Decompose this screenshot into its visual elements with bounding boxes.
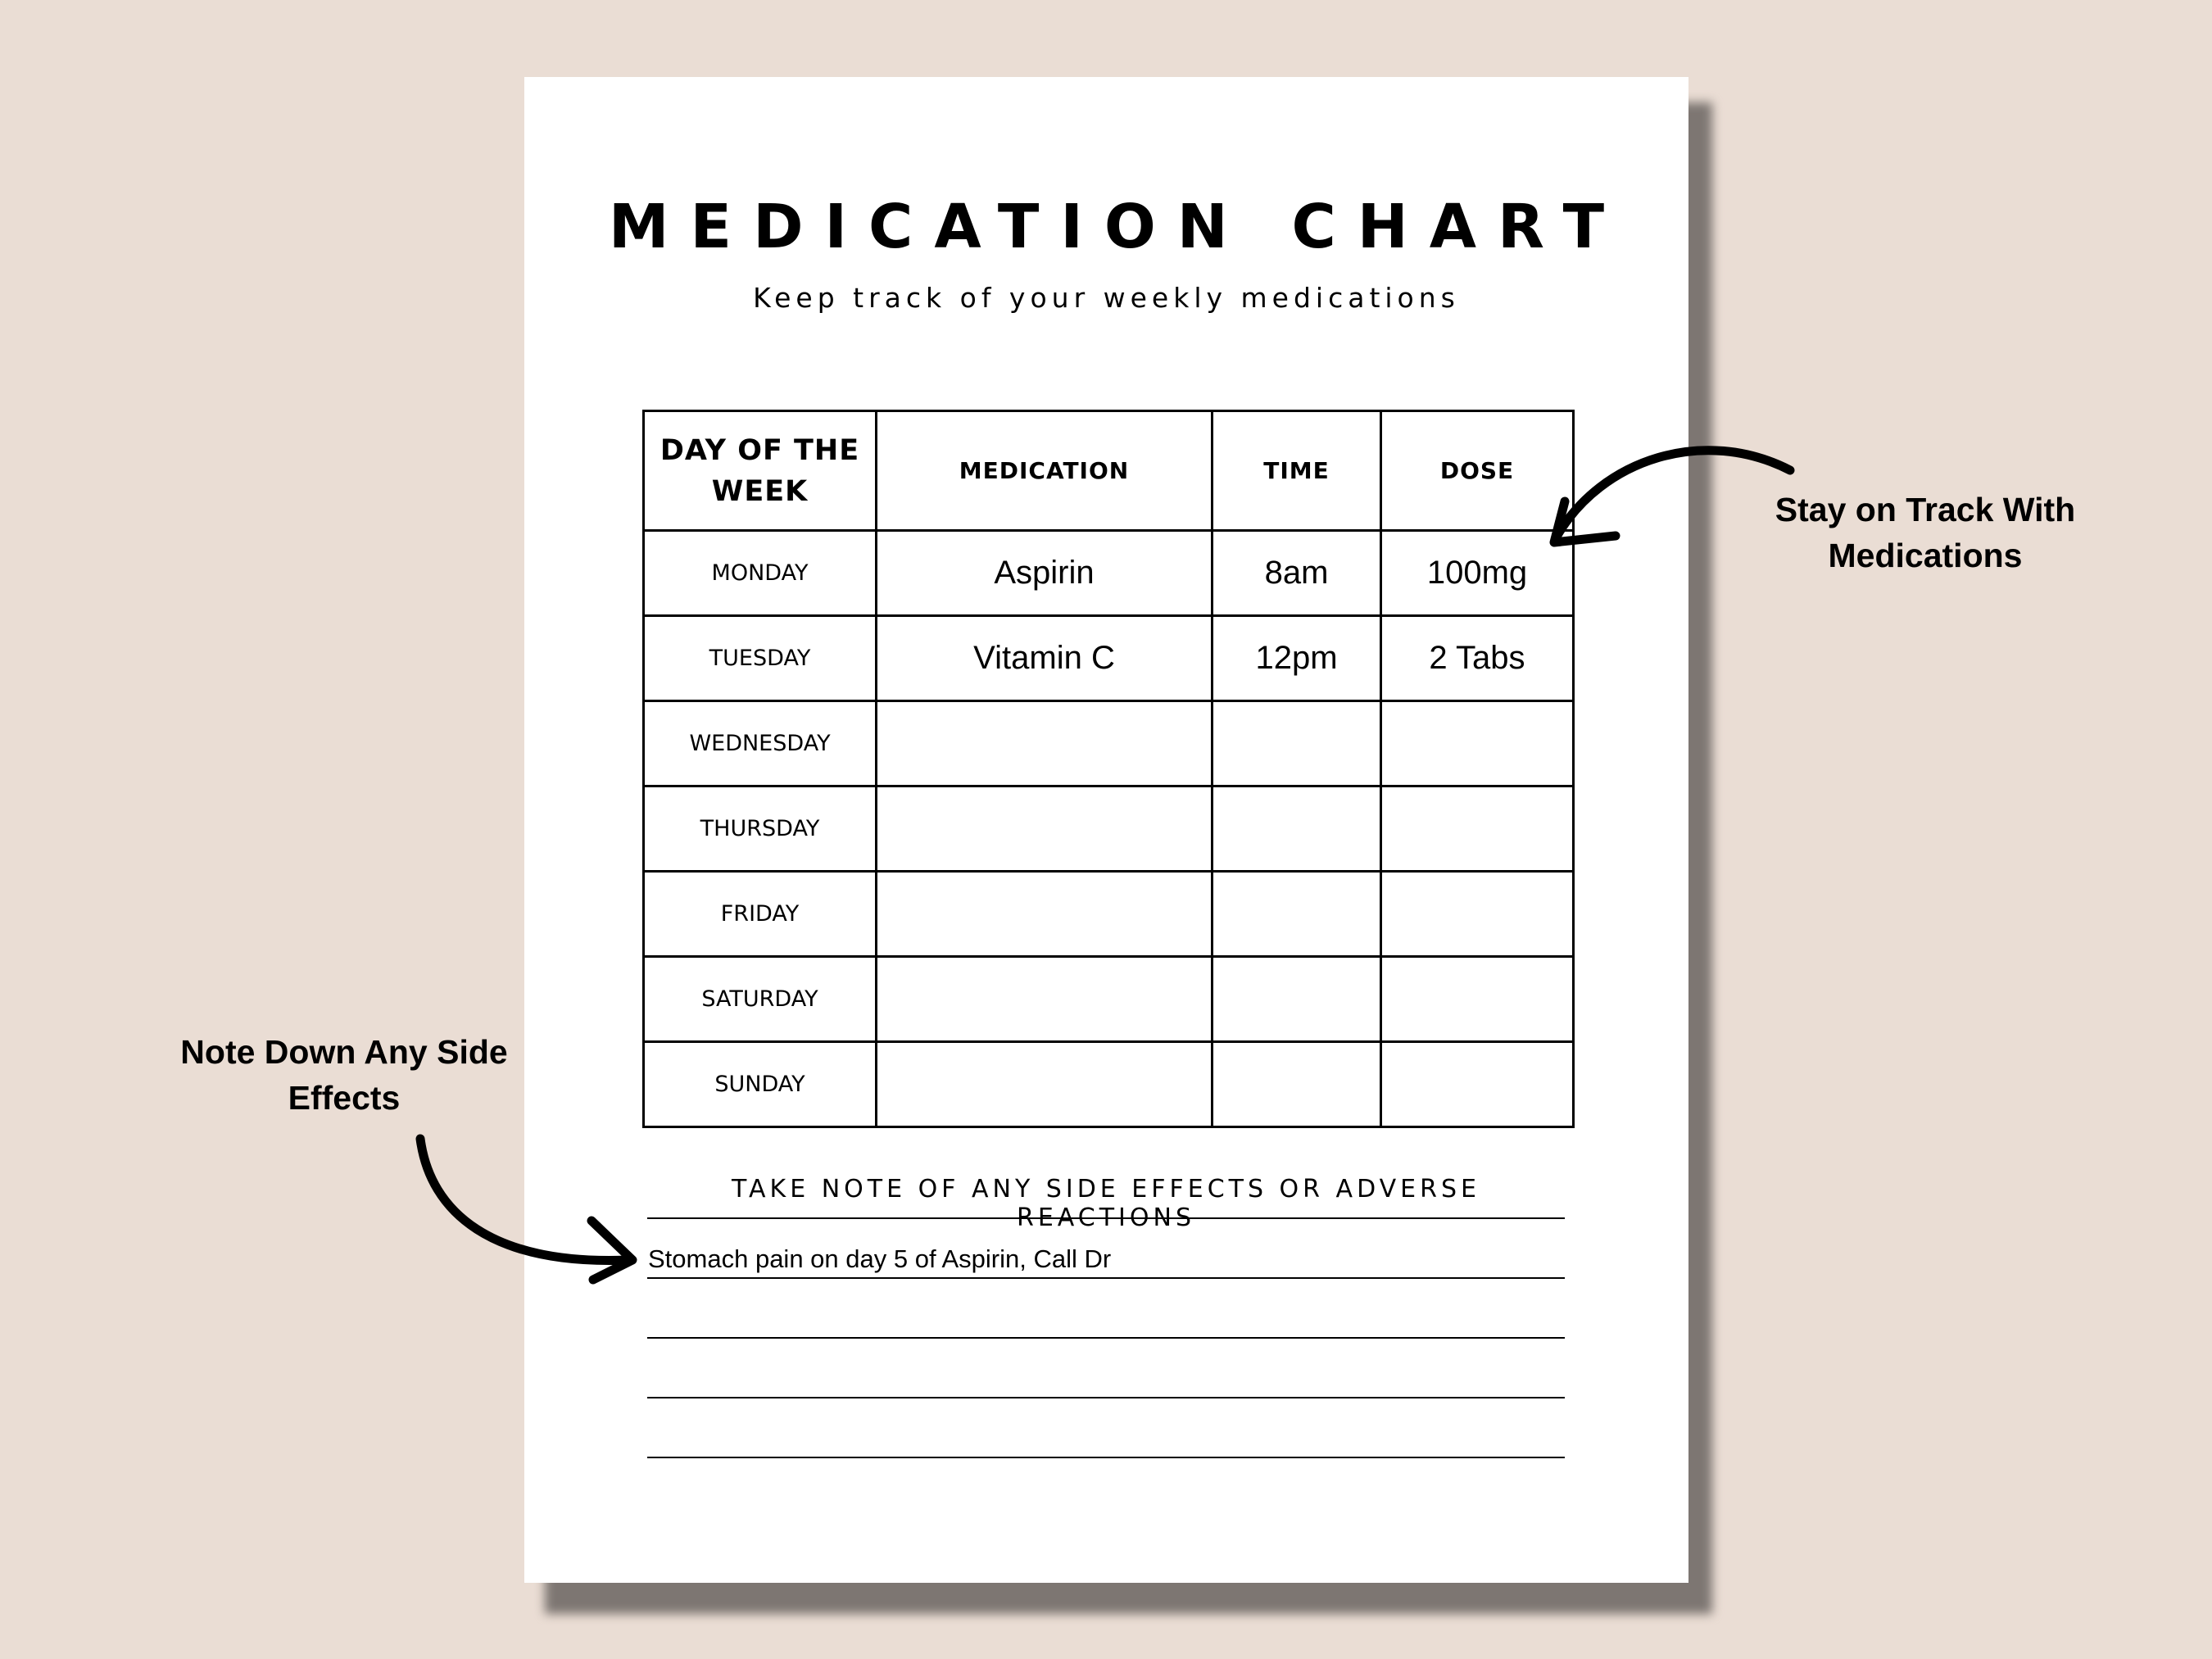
time-cell[interactable]: 12pm [1213,616,1381,701]
dose-cell[interactable]: 100mg [1381,531,1574,616]
table-row [644,531,1574,616]
dose-cell[interactable] [1381,701,1574,786]
header-time: TIME [1213,411,1381,531]
medication-cell[interactable] [877,957,1213,1042]
medication-cell[interactable] [877,701,1213,786]
dose-cell[interactable] [1381,872,1574,957]
medication-cell[interactable] [877,1042,1213,1127]
time-cell[interactable] [1213,1042,1381,1127]
medication-sheet [524,77,1688,1583]
day-cell: WEDNESDAY [644,701,877,786]
note-line[interactable] [647,1397,1565,1398]
table-row [644,1042,1574,1127]
notes-title: TAKE NOTE OF ANY SIDE EFFECTS OR ADVERSE REACTIONS [732,1175,1480,1232]
table-header-row [644,411,1574,531]
day-cell: SATURDAY [644,957,877,1042]
medication-cell[interactable] [877,786,1213,872]
dose-cell[interactable] [1381,1042,1574,1127]
header-dose: DOSE [1381,411,1574,531]
time-cell[interactable] [1213,957,1381,1042]
header-medication: MEDICATION [877,411,1213,531]
note-line[interactable] [647,1457,1565,1458]
note-line[interactable] [647,1277,1565,1279]
dose-cell[interactable] [1381,957,1574,1042]
dose-cell[interactable] [1381,786,1574,872]
note-line [647,1217,1565,1219]
medication-cell[interactable]: Vitamin C [877,616,1213,701]
page-subtitle: Keep track of your weekly medications [753,282,1460,314]
day-cell: TUESDAY [644,616,877,701]
medication-table [642,410,1575,1128]
day-cell: THURSDAY [644,786,877,872]
page-title: MEDICATION CHART [608,192,1626,262]
callout-side-effects: Note Down Any Side Effects [180,1033,508,1117]
callout-stay-on-track: Stay on Track With Medications [1775,491,2076,574]
day-cell: SUNDAY [644,1042,877,1127]
header-day-of-week: DAY OF THE WEEK [644,411,877,531]
medication-cell[interactable] [877,872,1213,957]
time-cell[interactable]: 8am [1213,531,1381,616]
day-cell: FRIDAY [644,872,877,957]
note-line[interactable] [647,1337,1565,1339]
table-row [644,786,1574,872]
table-row [644,701,1574,786]
note-entry[interactable]: Stomach pain on day 5 of Aspirin, Call Dr [648,1244,1112,1273]
medication-cell[interactable]: Aspirin [877,531,1213,616]
time-cell[interactable] [1213,872,1381,957]
table-row [644,616,1574,701]
day-cell: MONDAY [644,531,877,616]
table-row [644,872,1574,957]
time-cell[interactable] [1213,786,1381,872]
table-row [644,957,1574,1042]
time-cell[interactable] [1213,701,1381,786]
dose-cell[interactable]: 2 Tabs [1381,616,1574,701]
